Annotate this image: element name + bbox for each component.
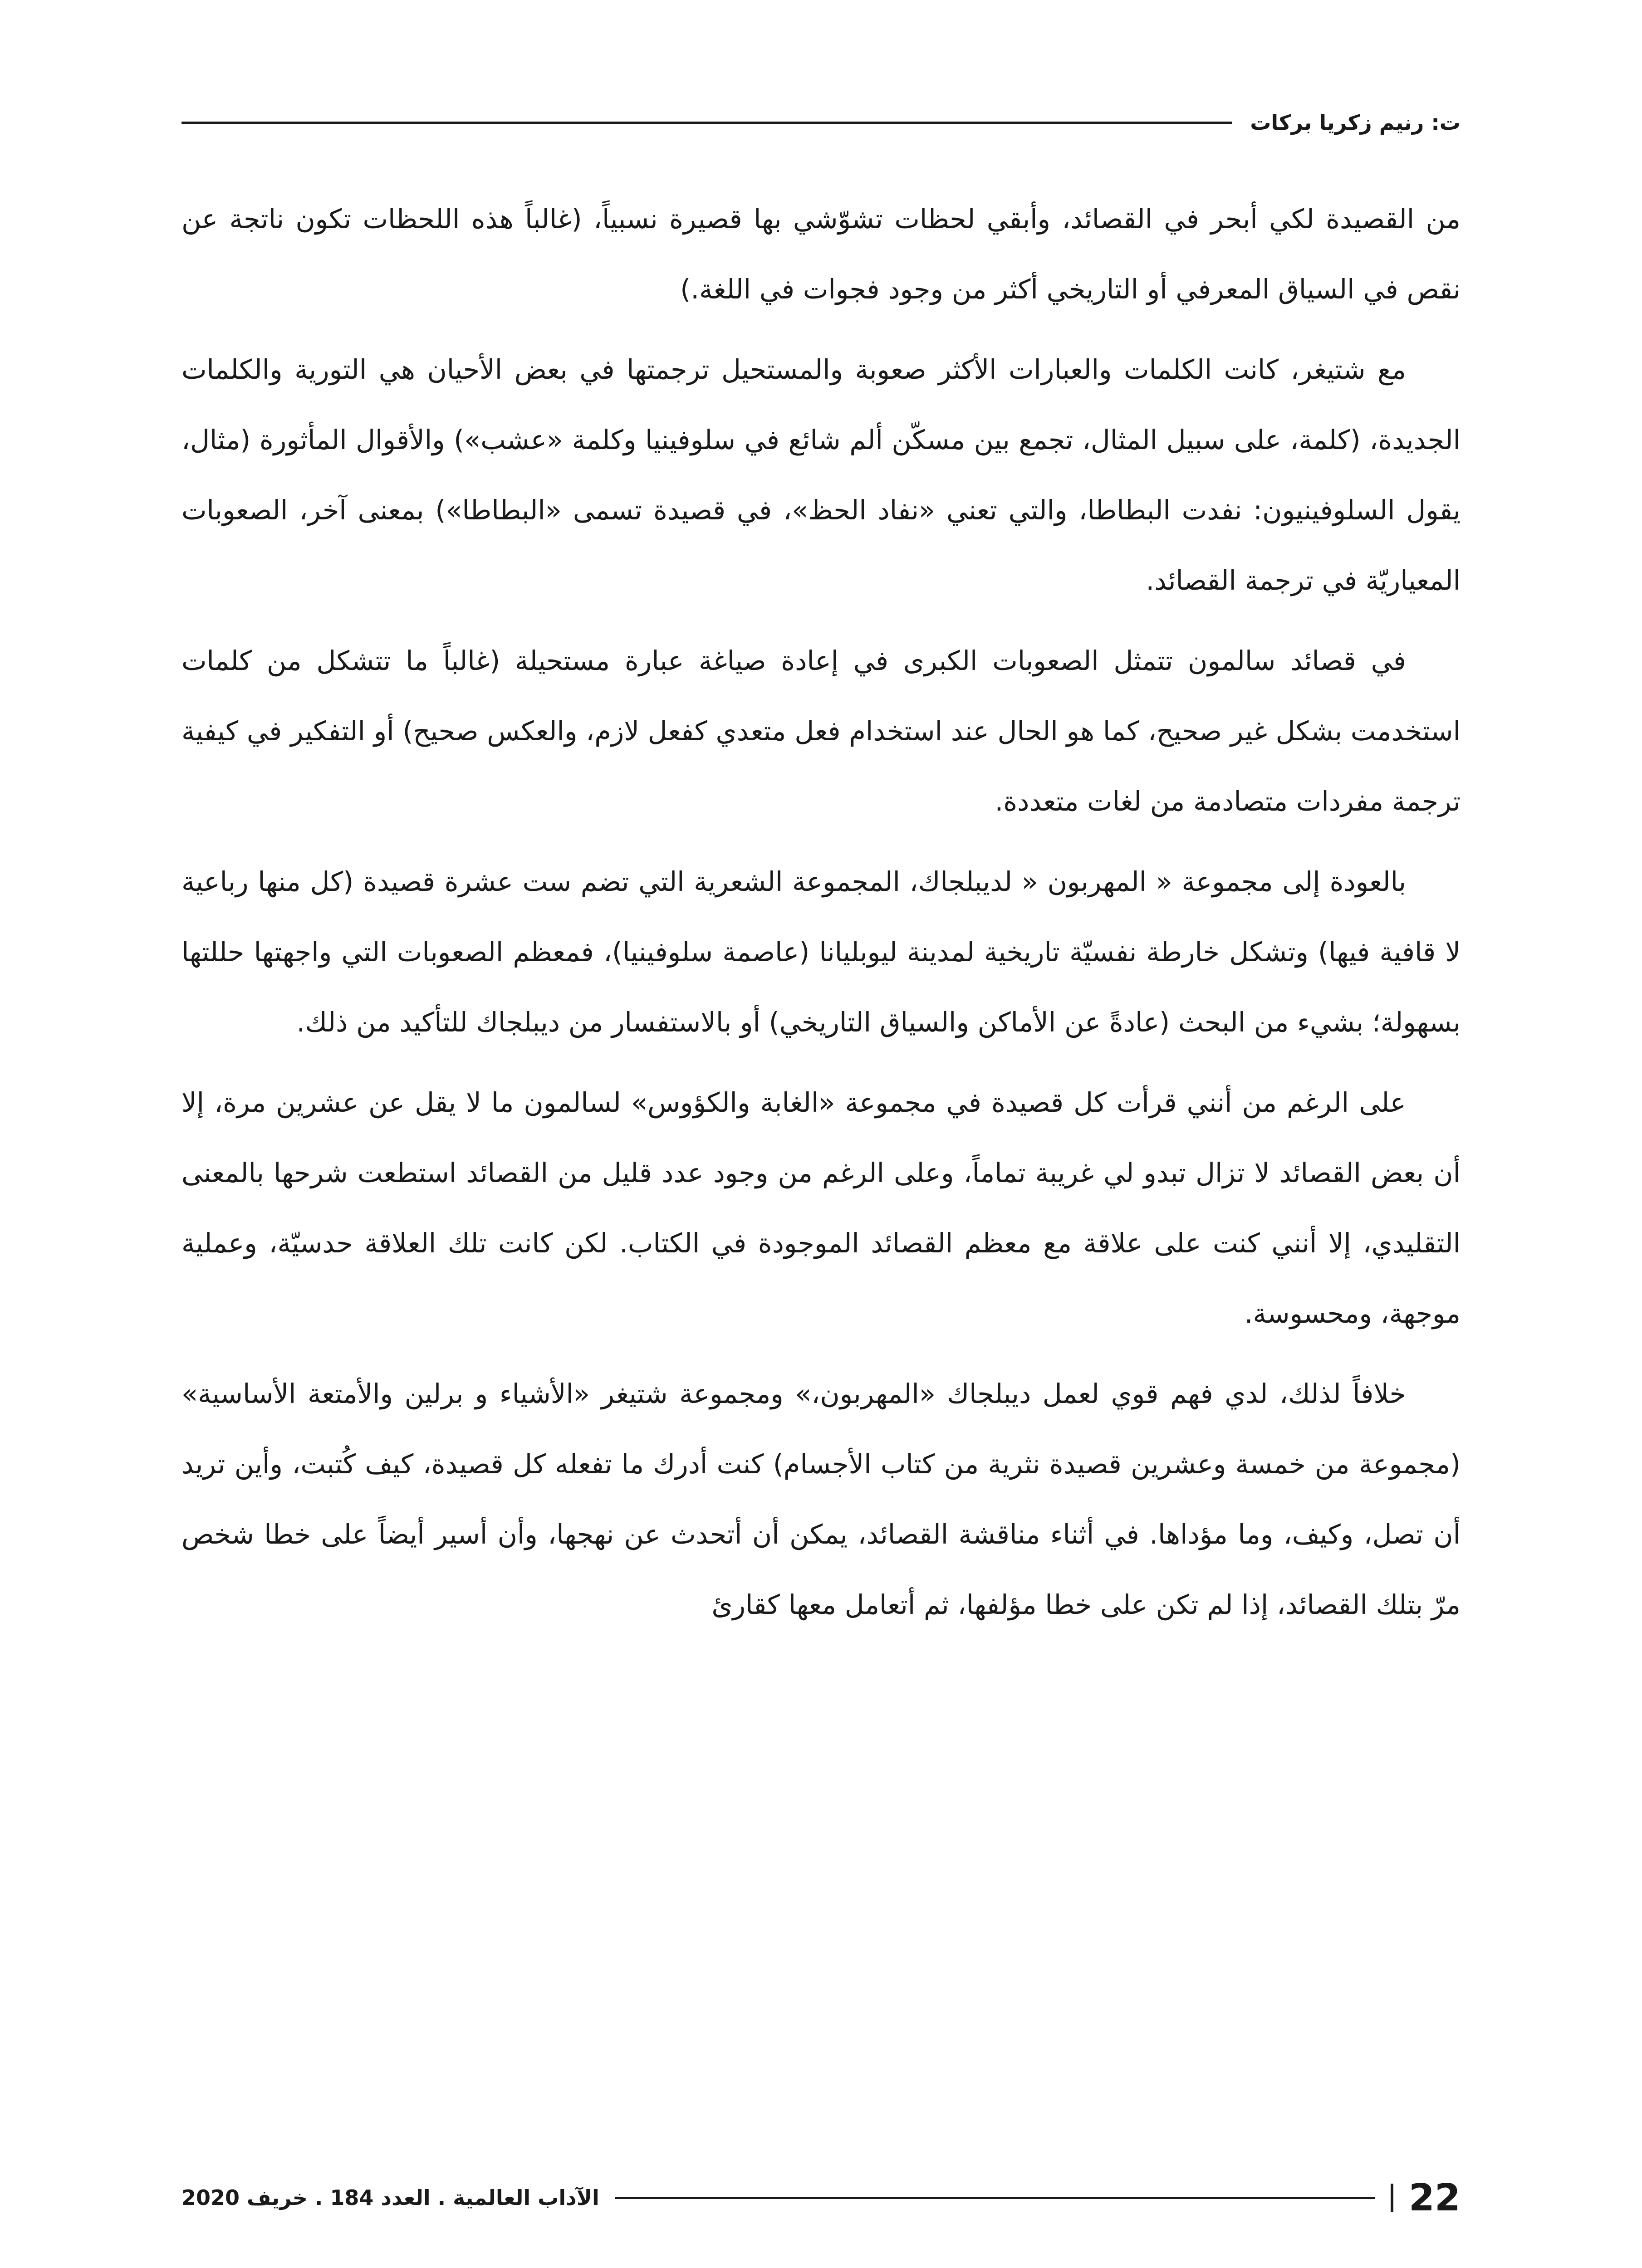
header-author: ت: رنيم زكريا بركات [1250,110,1461,135]
paragraph: بالعودة إلى مجموعة « المهربون « لديبلجاك، المجموعة الشعرية التي تضم ست عشرة قصيدة (كل منها رباعية لا قافية فيها) وتشكل خارطة نفسيّة تاريخية لمدينة ليوبليانا (عاصمة سلوفينيا)، فمعظم الصعوبات التي واجهتها حللتها بسهولة؛ بشيء من البحث (عادةً عن الأماكن والسياق التاريخي) أو بالاستفسار من ديبلجاك للتأكيد من ذلك. [181,866,1461,1038]
header-rule [181,122,1232,124]
paragraph: على الرغم من أنني قرأت كل قصيدة في مجموعة «الغابة والكؤوس» لسالمون ما لا يقل عن عشرين مرة، إلا أن بعض القصائد لا تزال تبدو لي غريبة تماماً، وعلى الرغم من وجود عدد قليل من القصائد استطعت شرحها بالمعنى التقليدي، إلا أنني كنت على علاقة مع معظم القصائد الموجودة في الكتاب. لكن كانت تلك العلاقة حدسيّة، وعملية موجهة، ومحسوسة. [181,1087,1461,1329]
paragraph: في قصائد سالمون تتمثل الصعوبات الكبرى في إعادة صياغة عبارة مستحيلة (غالباً ما تتشكل من كلمات استخدمت بشكل غير صحيح، كما هو الحال عند استخدام فعل متعدي كفعل لازم، والعكس صحيح) أو التفكير في كيفية ترجمة مفردات متصادمة من لغات متعددة. [181,645,1461,817]
footer-rule [615,2197,1375,2199]
journal-info: الآداب العالمية . العدد 184 . خريف 2020 [181,2185,599,2210]
page-number: 22 [1408,2176,1461,2219]
body-text [181,184,1461,1650]
footer-separator [1391,2184,1393,2212]
paragraph: مع شتيغر، كانت الكلمات والعبارات الأكثر صعوبة والمستحيل ترجمتها في بعض الأحيان هي التورية والكلمات الجديدة، (كلمة، على سبيل المثال، تجمع بين مسكّن ألم شائع في سلوفينيا وكلمة «عشب») والأقوال المأثورة (مثال، يقول السلوفينيون: نفدت البطاطا، والتي تعني «نفاد الحظ»، في قصيدة تسمى «البطاطا») بمعنى آخر، الصعوبات المعياريّة في ترجمة القصائد. [181,354,1461,596]
page-footer [181,2173,1461,2223]
paragraph: من القصيدة لكي أبحر في القصائد، وأبقي لحظات تشوّشي بها قصيرة نسبياً، (غالباً هذه اللحظات تكون ناتجة عن نقص في السياق المعرفي أو التاريخي أكثر من وجود فجوات في اللغة.) [181,203,1461,305]
paragraph: خلافاً لذلك، لدي فهم قوي لعمل ديبلجاك «المهربون،» ومجموعة شتيغر «الأشياء و برلين والأمتعة الأساسية» (مجموعة من خمسة وعشرين قصيدة نثرية من كتاب الأجسام) كنت أدرك ما تفعله كل قصيدة، كيف كُتبت، وأين تريد أن تصل، وكيف، وما مؤداها. في أثناء مناقشة القصائد، يمكن أن أتحدث عن نهجها، وأن أسير أيضاً على خطا شخص مرّ بتلك القصائد، إذا لم تكن على خطا مؤلفها، ثم أتعامل معها كقارئ [181,1378,1461,1620]
page-header [181,102,1461,143]
